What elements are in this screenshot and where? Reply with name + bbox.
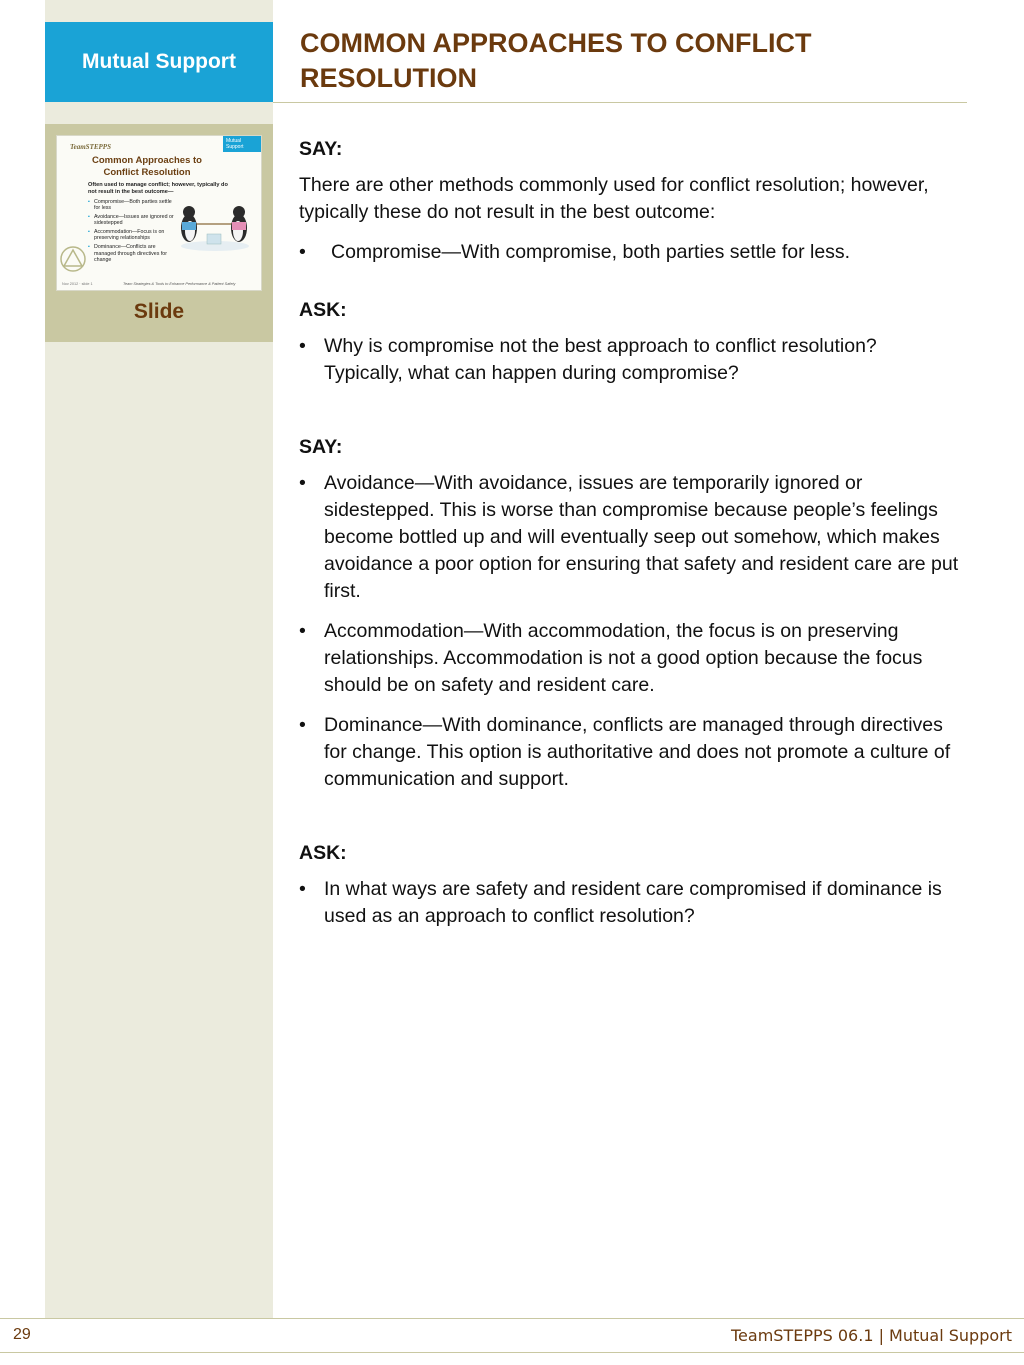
slide-label: Slide bbox=[133, 300, 185, 323]
thumbnail-bullet: ▪ Accommodation—Focus is on preserving relationships bbox=[88, 229, 178, 242]
list-item: • Accommodation—With accommodation, the focus is on preserving relationships. Accommodation is not a good option because the focus should be on safety and resident care. bbox=[299, 618, 959, 699]
slide-thumbnail bbox=[56, 135, 262, 291]
page-number: 29 bbox=[13, 1326, 31, 1343]
slide-thumbnail-panel bbox=[45, 124, 273, 342]
thumbnail-title: Common Approaches to Conflict Resolution bbox=[92, 155, 202, 178]
ask-heading: ASK: bbox=[299, 842, 347, 864]
say-list bbox=[299, 239, 959, 266]
ask-list bbox=[299, 876, 959, 930]
list-item: • Dominance—With dominance, conflicts are managed through directives for change. This option is authoritative and does not promote a culture of communication and support. bbox=[299, 712, 959, 793]
footer-divider bbox=[0, 1352, 1024, 1353]
list-item: • Avoidance—With avoidance, issues are temporarily ignored or sidestepped. This is worse than compromise because people’s feelings become bottled up and will eventually seep out somehow, which makes avoidance a poor option for ensuring that safety and resident care are put first. bbox=[299, 470, 959, 605]
module-tab-label: Mutual Support bbox=[82, 50, 236, 73]
penguins-illustration-icon bbox=[177, 194, 252, 254]
thumbnail-tag: Mutual Support bbox=[223, 136, 261, 152]
ask-list bbox=[299, 333, 959, 387]
list-item: • In what ways are safety and resident care compromised if dominance is used as an approach to conflict resolution? bbox=[299, 876, 959, 930]
thumbnail-bullet: ▪ Dominance—Conflicts are managed through directives for change bbox=[88, 244, 178, 263]
thumbnail-bullets bbox=[88, 199, 178, 266]
list-item: • Why is compromise not the best approach to conflict resolution? Typically, what can happen during compromise? bbox=[299, 333, 959, 387]
list-item: • Compromise—With compromise, both parties settle for less. bbox=[299, 239, 959, 266]
thumbnail-brand: TeamSTEPPS bbox=[70, 143, 111, 151]
say-heading: SAY: bbox=[299, 436, 343, 458]
module-tab bbox=[45, 22, 273, 102]
footer-divider bbox=[0, 1318, 1024, 1319]
teamstepps-logo-icon bbox=[59, 246, 87, 272]
ask-heading: ASK: bbox=[299, 299, 347, 321]
say-list bbox=[299, 470, 959, 793]
title-divider bbox=[273, 102, 967, 103]
page-title: COMMON APPROACHES TO CONFLICT RESOLUTION bbox=[300, 28, 812, 93]
thumbnail-footer: Team Strategies & Tools to Enhance Performance & Patient Safety bbox=[123, 282, 236, 286]
footer-text: TeamSTEPPS 06.1 | Mutual Support bbox=[731, 1326, 1012, 1345]
notes-content bbox=[299, 136, 959, 943]
thumbnail-footer-left: Nov 2012 · slide 1 bbox=[62, 282, 93, 286]
thumbnail-bullet: ▪ Avoidance—Issues are ignored or sidestepped bbox=[88, 214, 178, 227]
say-paragraph: There are other methods commonly used for conflict resolution; however, typically these do not result in the best outcome: bbox=[299, 174, 929, 223]
thumbnail-intro: Often used to manage conflict; however, typically do not result in the best outcome— bbox=[88, 182, 228, 195]
thumbnail-bullet: ▪ Compromise—Both parties settle for less bbox=[88, 199, 178, 212]
say-heading: SAY: bbox=[299, 138, 343, 160]
